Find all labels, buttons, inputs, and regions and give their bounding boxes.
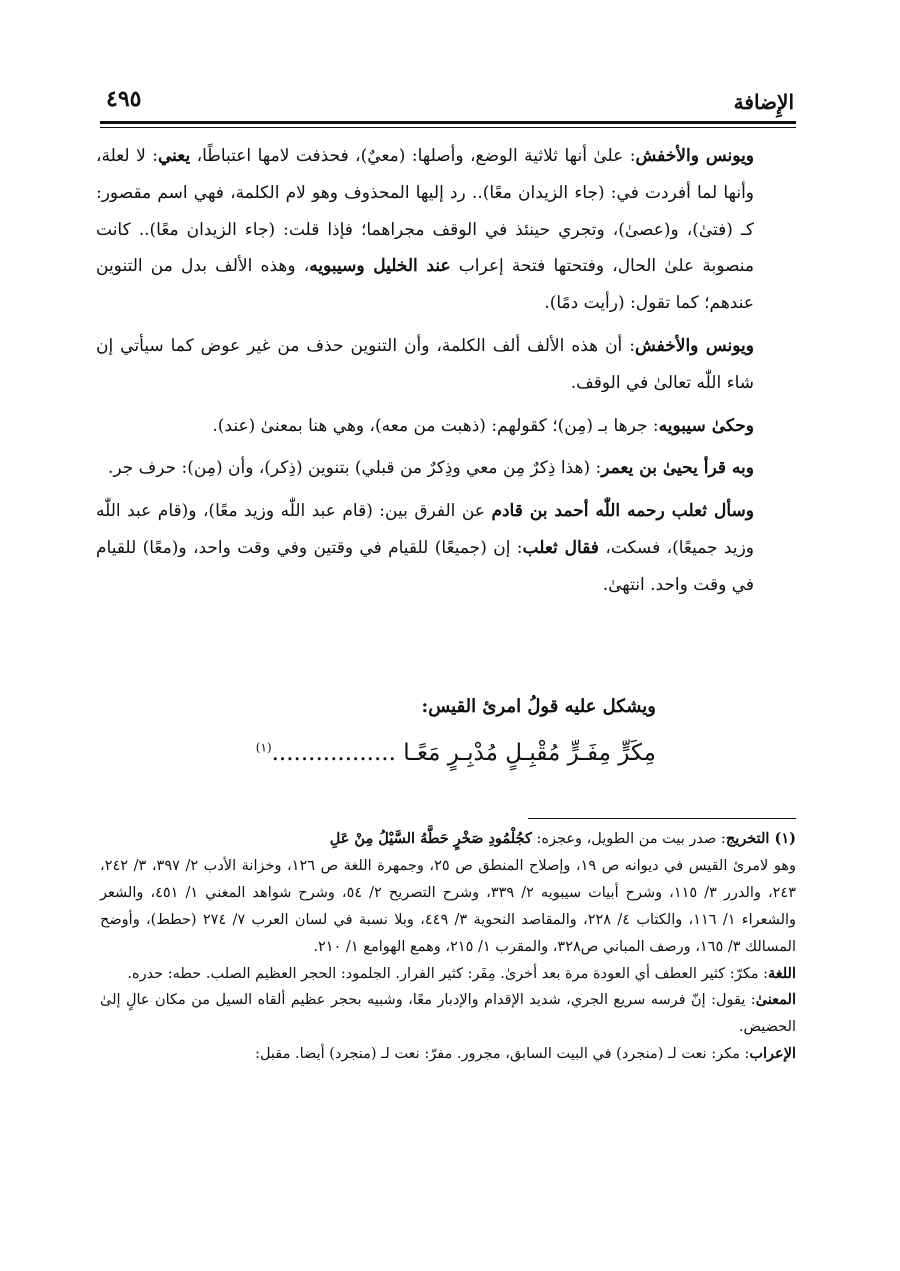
footnote-text: : مكر: نعت لـ (منجرد) في البيت السابق، مجرور. مفرّ: نعت لـ (منجرد) أيضا. مقبل:	[255, 1046, 750, 1063]
main-text	[96, 138, 796, 610]
footnotes	[100, 826, 796, 1068]
scholar-name: وسأل ثعلب رحمه اللّٰه أحمد بن قادم	[491, 501, 754, 522]
paragraph-text: : علىٰ أنها ثلاثية الوضع، وأصلها: (معيٌ)، فحذفت لامها اعتباطًا،	[190, 146, 636, 166]
paragraph-3	[96, 408, 796, 445]
page-header	[102, 86, 794, 118]
paragraph-1	[96, 138, 796, 322]
verse-line: مِكَرٍّ مِفَـرٍّ مُقْبِـلٍ مُدْبِـرٍ مَعًـا .................	[271, 740, 656, 766]
paragraph-text: : جرها بـ (مِن)؛ كقولهم: (ذهبت من معه)، وهي هنا بمعنىٰ (عند).	[212, 415, 659, 436]
footnote-text: : يقول: إنّ فرسه سريع الجري، شديد الإقدام والإدبار معًا، وشبيه بحجر عظيم ألقاه السيل من مكان عالٍ إلىٰ الحضيض.	[100, 992, 796, 1036]
footnote-separator	[528, 818, 796, 819]
footnote-label: اللغة	[767, 964, 796, 982]
footnote-irab	[100, 1041, 796, 1068]
footnote-text: : مكرّ: كثير العطف أي العودة مرة بعد أخرىٰ. مِفَر: كثير الفرار. الجلمود: الحجر العظيم الصلب. حطه: حدره.	[127, 965, 768, 982]
paragraph-text: : (هذا ذِكرٌ مِن معي وذِكرٌ من قبلي) بتنوين (ذِكر)، وأن (مِن): حرف جر.	[107, 458, 602, 479]
paragraph-5	[96, 493, 796, 603]
footnote-ref[interactable]: (١)	[255, 740, 272, 755]
paragraph-text: عن الفرق بين: (قام عبد اللّٰه وزيد معًا)، و(قام عبد اللّٰه وزيد جميعًا)، فسكت،	[96, 501, 754, 558]
verse-intro: ويشكل عليه قولُ امرئ القيس:	[421, 696, 656, 717]
footnote-label: المعنىٰ	[755, 991, 796, 1009]
footnote-sources: وهو لامرئ القيس في ديوانه ص ١٩، وإصلاح المنطق ص ٢٥، وجمهرة اللغة ص ١٢٦، وخزانة الأدب ٢/ ٣٩٧، ٣/ ٢٤٢، ٢٤٣، والدرر ٣/ ١١٥، وشرح أبيات سيبويه ٢/ ٣٣٩، وشرح التصريح ٢/ ٥٤، وشرح شواهد المغني ١/ ٤٥١، والشعر والشعراء ١/ ١١٦، والكتاب ٤/ ٢٢٨، والمقاصد النحوية ٣/ ٤٤٩، وبلا نسبة في لسان العرب ٧/ ٢٧٤ (حطط)، وأوضح المسالك ٣/ ١٦٥، ورصف المباني ص٣٢٨، والمقرب ١/ ٢١٥، وهمع الهوامع ١/ ٢١٠.	[100, 857, 797, 955]
paragraph-4	[96, 450, 796, 487]
page-title: الإِضافة	[733, 90, 794, 114]
footnote-verse: كجُلْمُودِ صَخْرٍ حَطَّهُ السَّيْلُ مِنْ عَلِ	[329, 830, 532, 847]
footnote-1	[100, 826, 796, 853]
scholar-name: ويونس والأخفش	[634, 335, 754, 356]
footnote-maana	[100, 987, 796, 1041]
footnote-text: : صدر بيت من الطويل، وعجزه:	[531, 831, 726, 847]
scholar-name: وبه قرأ يحيىٰ بن يعمر	[601, 458, 754, 479]
paragraph-2	[96, 328, 796, 402]
header-rule-thin	[100, 127, 796, 128]
paragraph-text: : إن (جميعًا) للقيام في وقتين وفي وقت واحد، و(معًا) للقيام في وقت واحد. انتهىٰ.	[96, 537, 754, 595]
paragraph-text: : أن هذه الألف ألف الكلمة، وأن التنوين حذف من غير عوض كما سيأتي إن شاء اللّٰه تعالىٰ في الوقف.	[96, 335, 754, 393]
page-number: ٤٩٥	[106, 86, 142, 112]
footnote-label: الإعراب	[749, 1045, 796, 1063]
scholar-name: ويونس والأخفش	[635, 146, 755, 166]
paragraph-text: : لا لعلة، وأنها لما أفردت في: (جاء الزيدان معًا).. رد إليها المحذوف وهو لام الكلمة، فهي اسم مقصور: كـ (فتىٰ)، و(عصىٰ)، وتجري حينئذ في الوقف مجراهما؛ فإذا قلت: (جاء الزيدان معًا).. كانت منصوبة علىٰ الحال، وفتحتها فتحة إعراب	[96, 146, 755, 277]
keyword: يعني	[157, 146, 191, 166]
footnote-lugha	[100, 961, 796, 988]
scholar-name: فقال ثعلب	[522, 537, 599, 558]
footnote-label: (١) التخريج	[725, 830, 796, 847]
scholar-name: وحكىٰ سيبويه	[658, 415, 754, 436]
poetry-verse	[200, 740, 656, 766]
scholar-name: عند الخليل وسيبويه	[309, 256, 451, 277]
paragraph-text: ، وهذه الألف بدل من التنوين عندهم؛ كما تقول: (رأيت دمًا).	[96, 256, 754, 314]
header-rule-thick	[100, 121, 796, 124]
